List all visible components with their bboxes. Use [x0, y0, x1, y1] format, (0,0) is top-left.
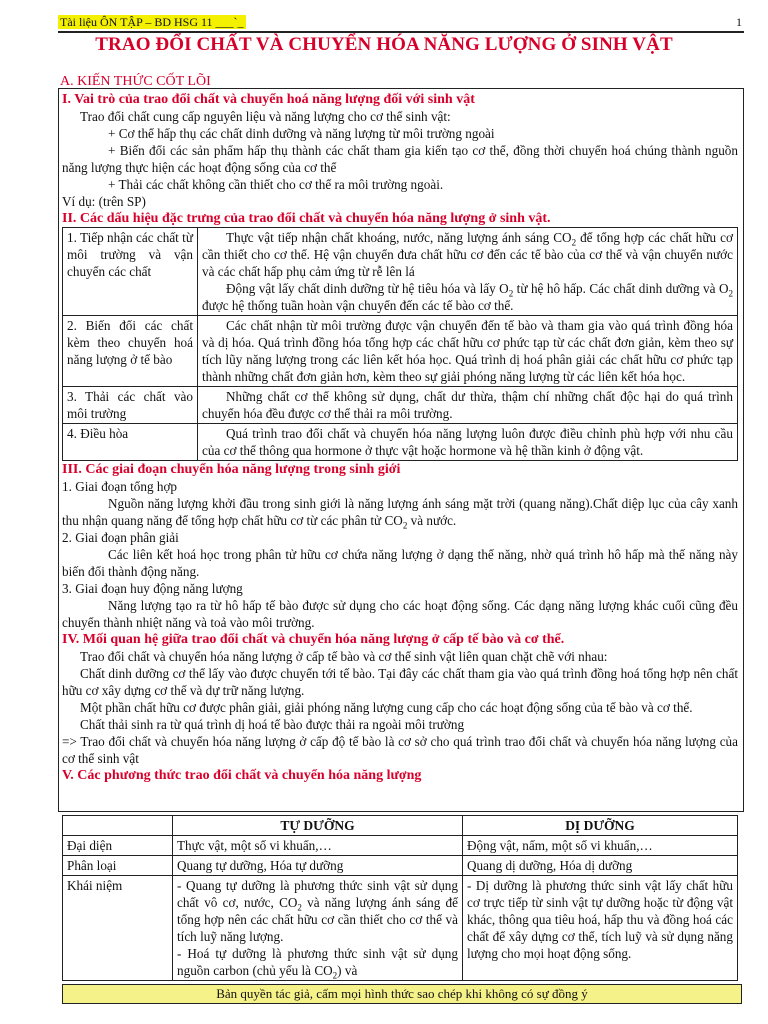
- part1-bullet-1: + Cơ thể hấp thụ các chất dinh dưỡng và năng lượng từ môi trường ngoài: [108, 126, 495, 141]
- part5-heading: V. Các phương thức trao đổi chất và chuyển hóa năng lượng: [62, 768, 422, 783]
- part2-heading: II. Các dấu hiệu đặc trưng của trao đổi chất và chuyển hóa năng lượng ở sinh vật.: [62, 211, 551, 226]
- table-row: [63, 856, 738, 876]
- row-label: 1. Tiếp nhận các chất từ môi trường và vận chuyển các chất: [63, 228, 198, 316]
- stage2-text: Các liên kết hoá học trong phân tử hữu cơ chứa năng lượng ở dạng thế năng, nhờ quá trình hô hấp mà thế năng này biến đổi thành động năng.: [62, 547, 738, 579]
- table-row: [63, 316, 738, 387]
- row-label: 2. Biến đổi các chất kèm theo chuyển hoá năng lượng ở tế bào: [63, 316, 198, 387]
- characteristics-table: [62, 227, 738, 461]
- table-row: [63, 424, 738, 461]
- row-label: 4. Điều hòa: [63, 424, 198, 461]
- part1-heading: I. Vai trò của trao đổi chất và chuyển hoá năng lượng đối với sinh vật: [62, 92, 475, 107]
- part3-heading: III. Các giai đoạn chuyển hóa năng lượng trong sinh giới: [62, 462, 401, 477]
- part1-intro: Trao đổi chất cung cấp nguyên liệu và năng lượng cho cơ thể sinh vật:: [80, 109, 451, 124]
- stage1-text: Nguồn năng lượng khởi đầu trong sinh giới là năng lượng ánh sáng mặt trời (quang năng).Chất diệp lục của cây xanh thu nhận quang năng để tổng hợp chất hữu cơ từ các phân tử $CO_2$ và nước.: [62, 496, 738, 531]
- stage1-title: 1. Giai đoạn tổng hợp: [62, 479, 178, 494]
- part4-heading: IV. Mối quan hệ giữa trao đổi chất và chuyển hóa năng lượng ở cấp tế bào và cơ thể.: [62, 632, 565, 647]
- row-content: Những chất cơ thể không sử dụng, chất dư thừa, thậm chí những chất độc hại do quá trình chuyển hóa đều được cơ thể thải ra môi trường.: [198, 387, 738, 424]
- part4-paragraph-1: Trao đổi chất và chuyển hóa năng lượng ở cấp tế bào và cơ thể sinh vật liên quan chặt chẽ với nhau:: [80, 649, 608, 664]
- cell-heterotroph: Động vật, nấm, một số vi khuẩn,…: [463, 836, 738, 856]
- row-content: Quá trình trao đổi chất và chuyển hóa năng lượng luôn được điều chỉnh phù hợp với nhu cầu của cơ thể thông qua hormone ở thực vật hoặc hormone và hệ thần kinh ở động vật.: [198, 424, 738, 461]
- table-header-row: [63, 816, 738, 836]
- part1-bullet-2: + Biến đổi các sản phẩm hấp thụ thành các chất tham gia kiến tạo cơ thể, đồng thời chuyển hoá chúng thành nguồn năng lượng thực hiện các hoạt động sống của cơ thể: [62, 143, 738, 175]
- row-label: Phân loại: [63, 856, 173, 876]
- cell-autotroph: Quang tự dưỡng, Hóa tự dưỡng: [173, 856, 463, 876]
- table-header-heterotroph: DỊ DƯỠNG: [463, 816, 738, 836]
- part1-bullet-3: + Thải các chất không cần thiết cho cơ thể ra môi trường ngoài.: [108, 177, 444, 192]
- document-label: Tài liệu ÔN TẬP – BD HSG 11 ___`_: [60, 15, 244, 29]
- row-content: Thực vật tiếp nhận chất khoáng, nước, năng lượng ánh sáng $CO_2$ để tổng hợp các chất hữu cơ cần thiết cho cơ thể. Hệ vận chuyển đưa chất hữu cơ đến các tế bào của cơ thể và vận chuyển nước và các chất hấp phụ cảm ứng từ rễ lên lá Động vật lấy chất dinh dưỡng từ hệ tiêu hóa và lấy $O_2$ từ hệ hô hấp. Các chất dinh dưỡng và $O_2$ được hệ thống tuần hoàn vận chuyển đến các tế bào cơ thể.: [198, 228, 738, 316]
- page-number: 1: [736, 15, 742, 29]
- table-header-empty: [63, 816, 173, 836]
- table-row: [63, 836, 738, 856]
- stage3-text: Năng lượng tạo ra từ hô hấp tế bào được sử dụng cho các hoạt động sống. Các dạng năng lượng khác cuối cũng đều chuyển thành nhiệt năng và toả vào môi trường.: [62, 598, 738, 630]
- row-label: Khái niệm: [63, 876, 173, 981]
- section-a-heading: A. KIẾN THỨC CỐT LÕI: [60, 74, 211, 89]
- stage3-title: 3. Giai đoạn huy động năng lượng: [62, 581, 243, 596]
- part4-paragraph-3: Một phần chất hữu cơ được phân giải, giải phóng năng lượng cung cấp cho các hoạt động sống của tế bào và cơ thể.: [80, 700, 693, 715]
- table-row: [63, 228, 738, 316]
- table-row: [63, 387, 738, 424]
- table-row: [63, 876, 738, 981]
- main-content: [62, 91, 738, 784]
- row-label: Đại diện: [63, 836, 173, 856]
- row-label: 3. Thải các chất vào môi trường: [63, 387, 198, 424]
- page-header: [58, 14, 744, 33]
- part4-paragraph-2: Chất dinh dưỡng cơ thể lấy vào được chuyển tới tế bào. Tại đây các chất tham gia vào quá trình đồng hoá tổng hợp nên chất hữu cơ xây dựng cơ thể và dự trữ năng lượng.: [62, 666, 738, 698]
- table-header-autotroph: TỰ DƯỠNG: [173, 816, 463, 836]
- cell-heterotroph: Quang dị dưỡng, Hóa dị dưỡng: [463, 856, 738, 876]
- cell-autotroph: Thực vật, một số vi khuẩn,…: [173, 836, 463, 856]
- page-title: TRAO ĐỔI CHẤT VÀ CHUYỂN HÓA NĂNG LƯỢNG Ở SINH VẬT: [95, 34, 673, 55]
- part1-example: Ví dụ: (trên SP): [62, 194, 146, 209]
- cell-autotroph: - Quang tự dưỡng là phương thức sinh vật sử dụng chất vô cơ, nước, $CO_2$ và năng lượng ánh sáng để tổng hợp nên các chất hữu cơ cần thiết cho cơ thể và tích luỹ năng lượng. - Hoá tự dưỡng là phương thức sinh vật sử dụng nguồn carbon (chủ yếu là $CO_2$) và: [173, 876, 463, 981]
- part4-conclusion: => Trao đổi chất và chuyển hóa năng lượng ở cấp độ tế bào là cơ sở cho quá trình trao đổi chất và chuyển hóa năng lượng của cơ thể sinh vật: [62, 734, 738, 766]
- part4-paragraph-4: Chất thải sinh ra từ quá trình dị hoá tế bào được thải ra ngoài môi trường: [80, 717, 465, 732]
- nutrition-modes-table: [62, 815, 738, 981]
- row-content: Các chất nhận từ môi trường được vận chuyển đến tế bào và tham gia vào quá trình đồng hóa và dị hóa. Quá trình đồng hóa tổng hợp các chất hữu cơ phức tạp từ các chất đơn giản, kèm theo sự tích lũy năng lượng trong các liên kết hóa học. Quá trình dị hoá phân giải các chất hữu cơ phức tạp thành những chất đơn giản hơn, kèm theo sự giải phóng năng lượng từ các liên kết hóa học.: [198, 316, 738, 387]
- cell-heterotroph: - Dị dưỡng là phương thức sinh vật lấy chất hữu cơ trực tiếp từ sinh vật tự dưỡng hoặc từ động vật khác, thông qua tiêu hoá, hấp thu và đồng hoá các chất để xây dựng cơ thể, tích luỹ và sử dụng năng lượng cho mọi hoạt động sống.: [463, 876, 738, 981]
- stage2-title: 2. Giai đoạn phân giải: [62, 530, 179, 545]
- copyright-footer: Bản quyền tác giả, cấm mọi hình thức sao chép khi không có sự đồng ý: [62, 984, 742, 1004]
